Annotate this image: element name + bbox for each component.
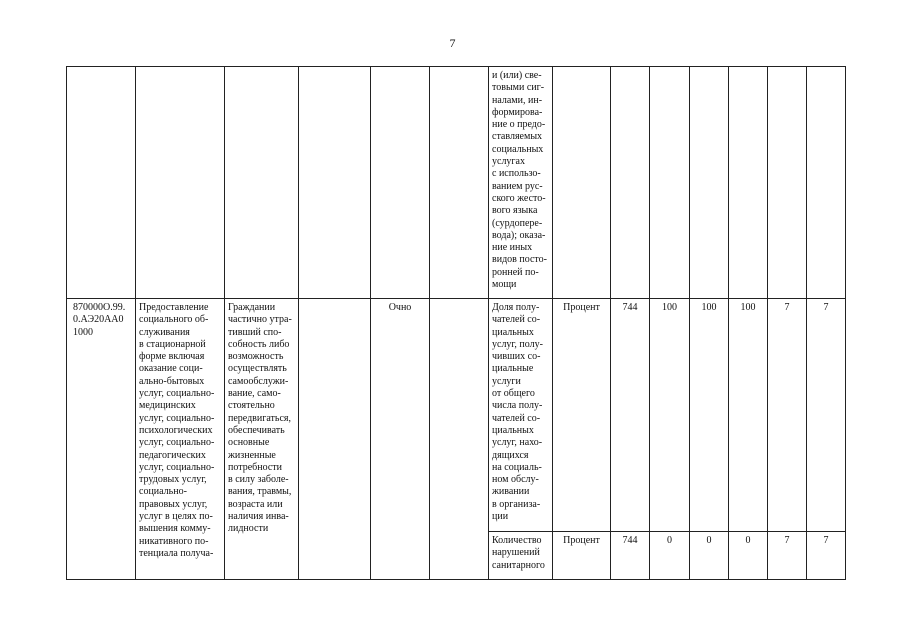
cell-empty	[729, 67, 768, 299]
indicator-deviation-percent: 7	[768, 532, 807, 580]
cell-empty	[299, 299, 371, 580]
indicator-deviation-absolute: 7	[807, 532, 846, 580]
cell-empty	[299, 67, 371, 299]
indicator-deviation-percent: 7	[768, 299, 807, 532]
cell-empty	[67, 67, 136, 299]
indicator-okei-code: 744	[611, 299, 650, 532]
indicator-value-year-1: 0	[650, 532, 690, 580]
page-number: 7	[449, 36, 456, 50]
registry-code: 870000О.99. 0.АЭ20АА0 1000	[67, 299, 136, 580]
indicator-name-continued: и (или) све- товыми сиг- налами, ин- формирова- ние о предо- ставляемых социальных услугах с использо- ванием рус- ского жесто- вого языка (сурдопере- вода); оказа- ние иных видов посто- ронней по- мощи	[489, 67, 553, 299]
cell-empty	[430, 299, 489, 580]
cell-empty	[611, 67, 650, 299]
cell-empty	[690, 67, 729, 299]
indicator-value-year-1: 100	[650, 299, 690, 532]
continuation-row	[67, 67, 846, 299]
cell-empty	[225, 67, 299, 299]
indicator-name: Доля полу- чателей со- циальных услуг, полу- чивших со- циальные услуги от общего числа полу- чателей со- циальных услуг, нахо- дящихся на социаль- ном обслу- живании в организа- ции	[489, 299, 553, 532]
cell-empty	[553, 67, 611, 299]
cell-empty	[807, 67, 846, 299]
cell-empty	[430, 67, 489, 299]
cell-empty	[136, 67, 225, 299]
indicator-value-year-2: 100	[690, 299, 729, 532]
indicator-unit: Процент	[553, 532, 611, 580]
indicator-value-year-2: 0	[690, 532, 729, 580]
cell-empty	[768, 67, 807, 299]
indicator-okei-code: 744	[611, 532, 650, 580]
indicator-name: Количество нарушений санитарного	[489, 532, 553, 580]
state-assignment-table	[66, 66, 846, 580]
indicator-deviation-absolute: 7	[807, 299, 846, 532]
indicator-value-year-3: 100	[729, 299, 768, 532]
service-name: Предоставление социального об- служивания в стационарной форме включая оказание соци- ально-бытовых услуг, социально- медицинских услуг, социально- психологических услуг, социально- педагогических услуг, социально- трудовых услуг, социально- правовых услуг, услуг в целях по- вышения комму- никативного по- тенциала получа-	[136, 299, 225, 580]
cell-empty	[371, 67, 430, 299]
indicator-unit: Процент	[553, 299, 611, 532]
indicator-value-year-3: 0	[729, 532, 768, 580]
service-form: Очно	[371, 299, 430, 580]
service-row-indicator-1	[67, 299, 846, 532]
recipient-category: Граждании частично утра- тивший спо- собность либо возможность осуществлять самообслужи- вание, само- стоятельно передвигаться, обеспечивать основные жизненные потребности в силу заболе- вания, травмы, возраста или наличия инва- лидности	[225, 299, 299, 580]
cell-empty	[650, 67, 690, 299]
